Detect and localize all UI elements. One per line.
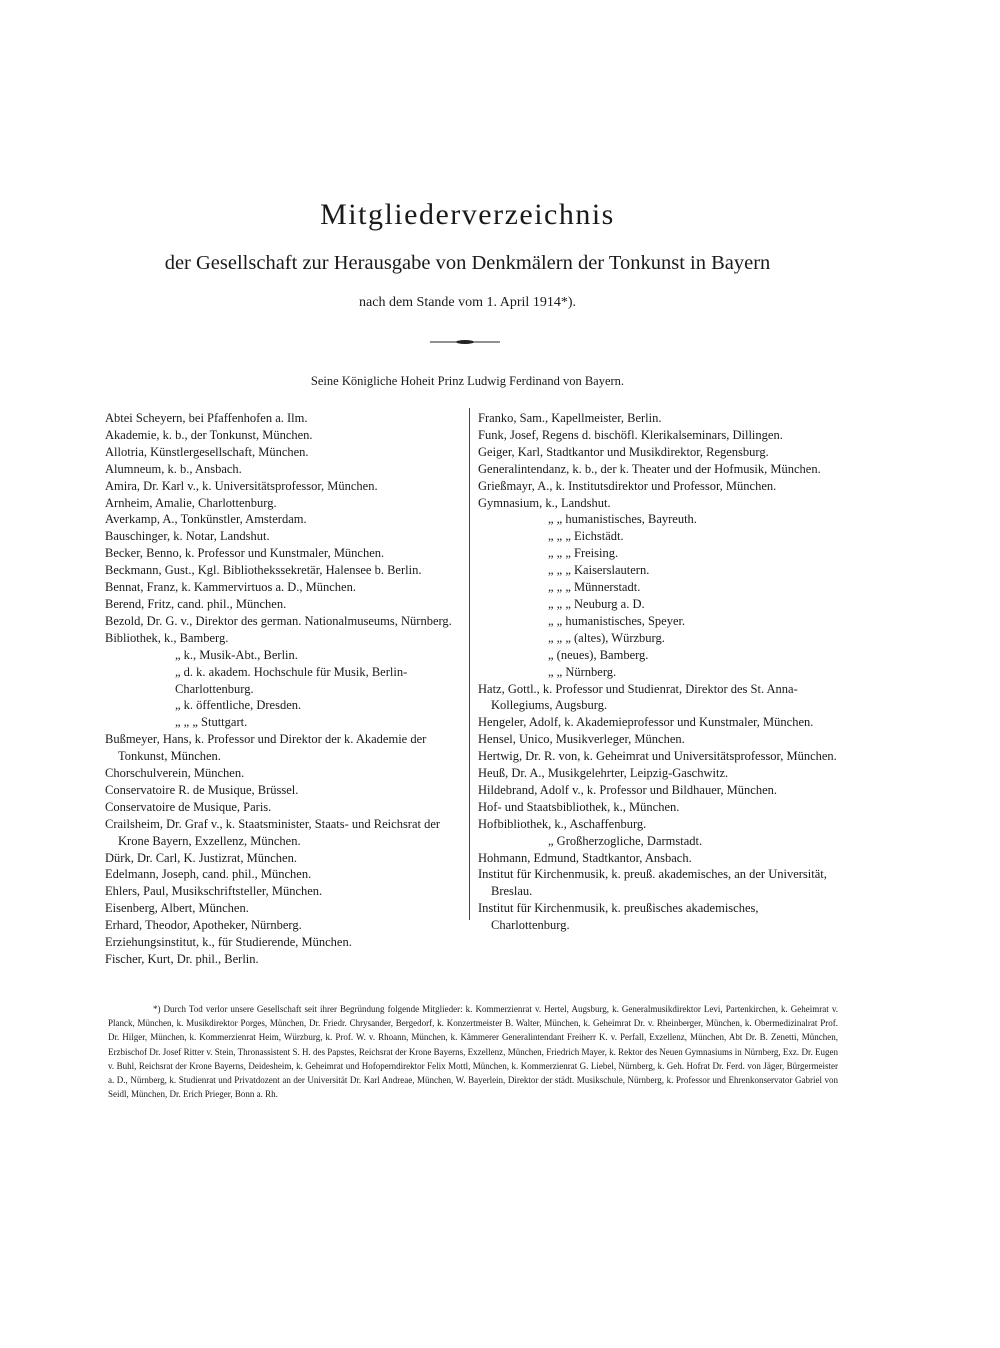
member-entry: Hildebrand, Adolf v., k. Professor und Bildhauer, München. [478, 782, 777, 797]
member-list-right [478, 410, 838, 934]
member-entry: Heuß, Dr. A., Musikgelehrter, Leipzig-Gaschwitz. [478, 766, 729, 781]
member-entry: Bezold, Dr. G. v., Direktor des german. Nationalmuseums, Nürnberg. [105, 613, 452, 628]
member-entry: „ „ humanistisches, Speyer. [548, 613, 686, 628]
member-entry: „ (neues), Bamberg. [548, 647, 649, 662]
member-entry: Fischer, Kurt, Dr. phil., Berlin. [105, 952, 259, 966]
member-entry: Hohmann, Edmund, Stadtkantor, Ansbach. [478, 850, 692, 865]
member-entry: Beckmann, Gust., Kgl. Bibliothekssekretär, Halensee b. Berlin. [105, 563, 422, 578]
member-entry: Institut für Kirchenmusik, k. preußisches akademisches, Charlottenburg. [478, 901, 759, 933]
column-divider [469, 408, 470, 920]
member-entry: „ „ „ Stuttgart. [175, 715, 248, 730]
member-entry: Hofbibliothek, k., Aschaffenburg. [478, 816, 647, 831]
member-entry: Bennat, Franz, k. Kammervirtuos a. D., München. [105, 580, 356, 595]
member-entry: Allotria, Künstlergesellschaft, München. [105, 444, 309, 459]
member-entry: Bibliothek, k., Bamberg. [105, 630, 229, 645]
dedication: Seine Königliche Hoheit Prinz Ludwig Ferdinand von Bayern. [310, 374, 625, 388]
member-entry: Gymnasium, k., Landshut. [478, 495, 611, 510]
member-entry: Franko, Sam., Kapellmeister, Berlin. [478, 411, 662, 425]
member-entry: Bauschinger, k. Notar, Landshut. [105, 529, 270, 544]
member-entry: „ Großherzogliche, Darmstadt. [548, 833, 703, 848]
member-entry: „ d. k. akadem. Hochschule für Musik, Berlin-Charlottenburg. [175, 664, 408, 696]
member-entry: „ „ humanistisches, Bayreuth. [548, 512, 697, 527]
member-entry: Generalintendanz, k. b., der k. Theater und der Hofmusik, München. [478, 461, 821, 476]
member-entry: Hatz, Gottl., k. Professor und Studienrat, Direktor des St. Anna-Kollegiums, Augsburg. [478, 681, 798, 713]
member-entry: Erziehungsinstitut, k., für Studierende, München. [105, 935, 352, 950]
member-entry: Ehlers, Paul, Musikschriftsteller, München. [105, 884, 323, 899]
member-entry: Hertwig, Dr. R. von, k. Geheimrat und Universitätsprofessor, München. [478, 749, 837, 764]
member-entry: „ k. öffentliche, Dresden. [175, 698, 302, 713]
ornament-divider [430, 337, 500, 347]
member-entry: „ „ „ Neuburg a. D. [548, 596, 645, 611]
member-entry: Crailsheim, Dr. Graf v., k. Staatsminister, Staats- und Reichsrat der Krone Bayern, Exzellenz, München. [105, 816, 441, 848]
member-entry: Eisenberg, Albert, München. [105, 901, 249, 916]
member-entry: Dürk, Dr. Carl, K. Justizrat, München. [105, 850, 297, 865]
footnote: *) Durch Tod verlor unsere Gesellschaft seit ihrer Begründung folgende Mitglieder: k. Kommerzienrat v. Hertel, Augsburg, k. Generalmusikdirektor Levi, Partenkirchen, k. Geheimrat v. Planck, München, k. Musikdirektor Porges, München, Dr. Friedr. Chrysander, Bergedorf, k. Konzertmeister B. Walter, München, k. Geheimrat Dr. v. Rheinberger, München, k. Obermedizinalrat Prof. Dr. Hilger, München, k. Kommerzienrat Heim, Würzburg, k. Prof. W. v. Rhoann, München, k. Kämmerer Generalintendant Freiherr K. v. Perfall, Exzellenz, München, Abt Dr. B. Zenetti, München, Erzbischof Dr. Josef Ritter v. Stein, Thronassistent S. H. des Papstes, Reichsrat der Krone Bayerns, Exzellenz, München, Friedrich Mayer, k. Rektor des Neuen Gymnasiums in Nürnberg, Exz. Dr. Eugen v. Buhl, Reichsrat der Krone Bayerns, Deidesheim, k. Geheimrat und Hofoperndirektor Felix Mottl, München, k. Kommerzienrat G. Liebel, Nürnberg, k. Geh. Hofrat Dr. Ferd. von Jäger, Bürgermeister a. D., Nürnberg, k. Studienrat und Privatdozent an der Universität Dr. Karl Andreae, München, W. Bayerlein, Direktor der städt. Musikschule, Nürnberg, k. Professor und Ehrenkonservator Gabriel von Seidl, München, Dr. Erich Prieger, Bonn a. Rh. [108, 1004, 838, 1100]
member-entry: Geiger, Karl, Stadtkantor und Musikdirektor, Regensburg. [478, 444, 769, 459]
member-entry: Akademie, k. b., der Tonkunst, München. [105, 427, 313, 442]
member-entry: „ „ „ Freising. [548, 546, 619, 561]
member-entry: Erhard, Theodor, Apotheker, Nürnberg. [105, 918, 302, 933]
member-entry: „ „ „ Eichstädt. [548, 529, 624, 544]
member-entry: Conservatoire R. de Musique, Brüssel. [105, 782, 299, 797]
member-entry: Becker, Benno, k. Professor und Kunstmaler, München. [105, 546, 385, 561]
member-entry: Alumneum, k. b., Ansbach. [105, 461, 242, 476]
member-entry: Averkamp, A., Tonkünstler, Amsterdam. [105, 512, 307, 527]
page-title: Mitgliederverzeichnis [320, 198, 615, 231]
member-entry: Hengeler, Adolf, k. Akademieprofessor und Kunstmaler, München. [478, 715, 814, 730]
member-entry: „ k., Musik-Abt., Berlin. [175, 647, 298, 662]
member-entry: Conservatoire de Musique, Paris. [105, 799, 272, 814]
member-entry: Hof- und Staatsbibliothek, k., München. [478, 799, 680, 814]
member-entry: „ „ „ Kaiserslautern. [548, 563, 650, 578]
member-entry: Amira, Dr. Karl v., k. Universitätsprofessor, München. [105, 478, 378, 493]
member-entry: Grießmayr, A., k. Institutsdirektor und Professor, München. [478, 478, 777, 493]
date-line: nach dem Stande vom 1. April 1914*). [359, 295, 576, 310]
member-entry: Bußmeyer, Hans, k. Professor und Direktor der k. Akademie der Tonkunst, München. [105, 732, 427, 764]
member-entry: „ „ „ Münnerstadt. [548, 580, 641, 595]
member-entry: Institut für Kirchenmusik, k. preuß. akademisches, an der Universität, Breslau. [478, 867, 827, 899]
page-subtitle: der Gesellschaft zur Herausgabe von Denkmälern der Tonkunst in Bayern [164, 252, 771, 274]
member-entry: Berend, Fritz, cand. phil., München. [105, 596, 287, 611]
member-entry: Hensel, Unico, Musikverleger, München. [478, 732, 685, 747]
member-entry: Funk, Josef, Regens d. bischöfl. Klerikalseminars, Dillingen. [478, 427, 783, 442]
member-entry: Abtei Scheyern, bei Pfaffenhofen a. Ilm. [105, 411, 308, 425]
member-entry: Chorschulverein, München. [105, 766, 245, 781]
member-list-left [105, 410, 463, 968]
member-entry: Arnheim, Amalie, Charlottenburg. [105, 495, 277, 510]
member-entry: „ „ Nürnberg. [548, 664, 617, 679]
member-entry: Edelmann, Joseph, cand. phil., München. [105, 867, 312, 882]
member-entry: „ „ „ (altes), Würzburg. [548, 630, 665, 645]
